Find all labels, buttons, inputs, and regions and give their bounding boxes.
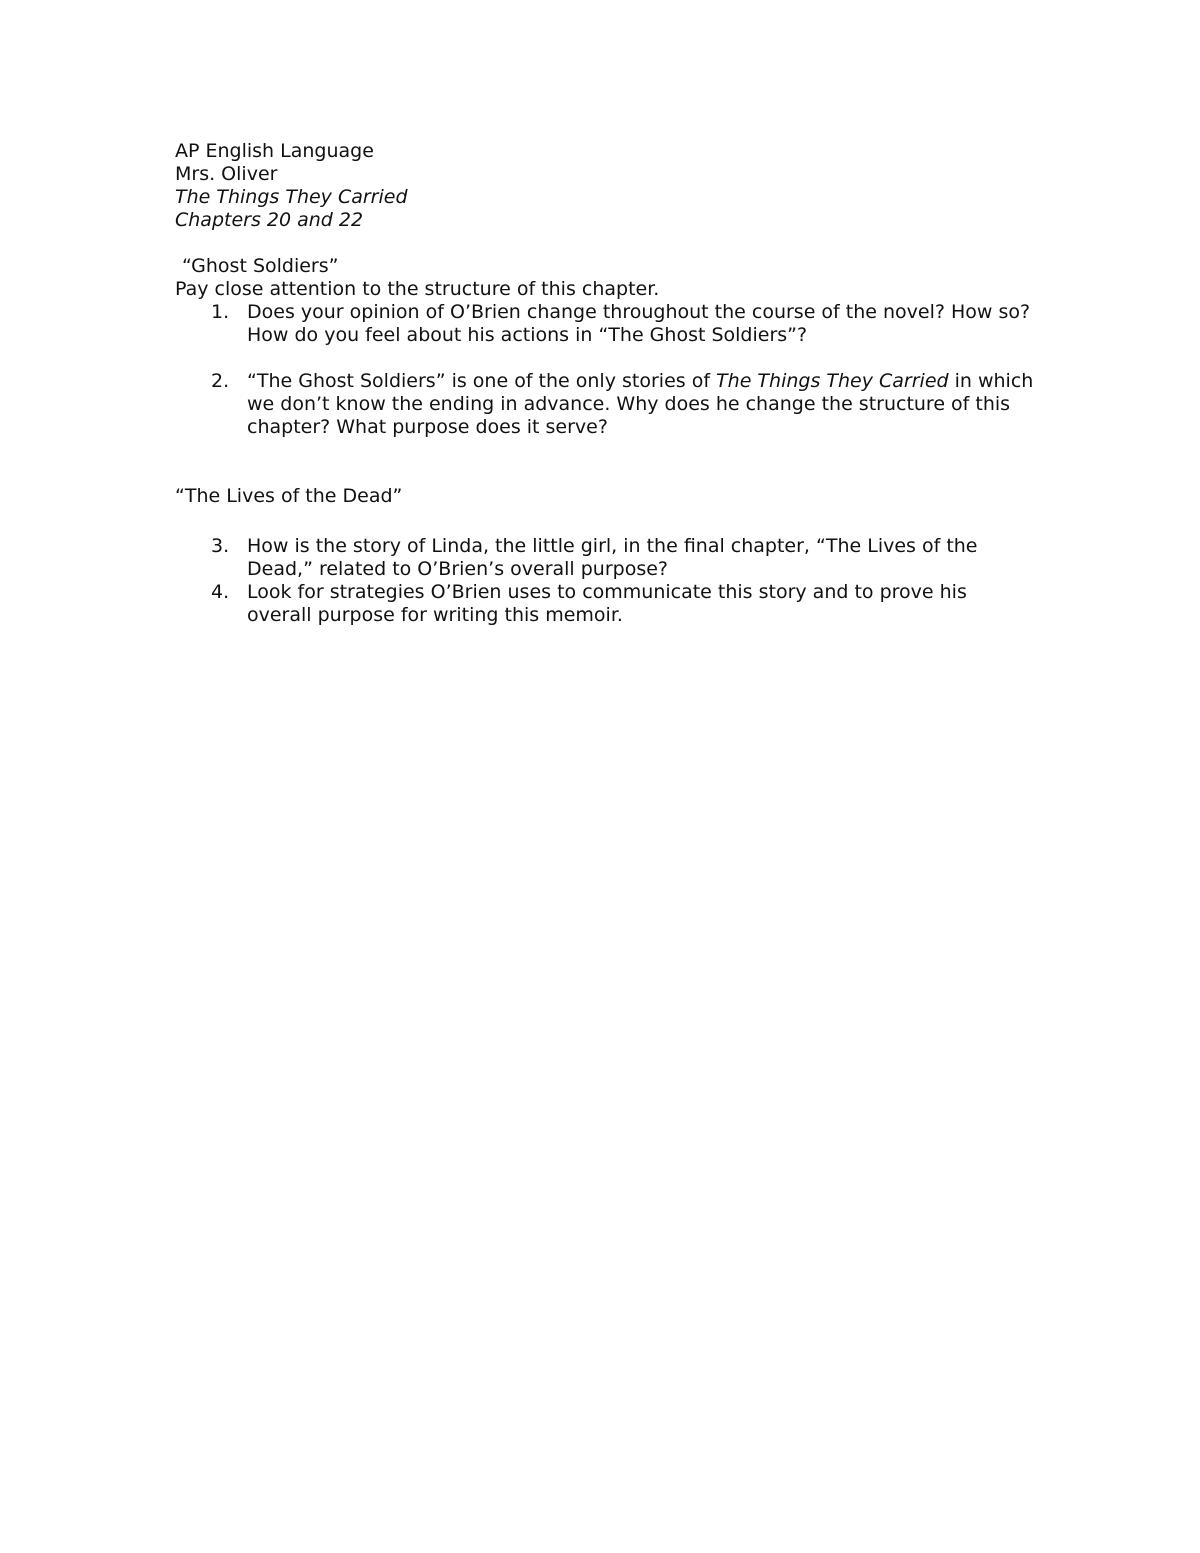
section-title-ghost-soldiers: “Ghost Soldiers” [182,255,339,277]
section-instruction: Pay close attention to the structure of this chapter. [175,278,660,300]
question-list-ghost-soldiers [175,301,1035,439]
spacer [175,347,1035,370]
question-text: Does your opinion of O’Brien change throughout the course of the novel? How so? How do you feel about his actions in “The Ghost Soldiers”? [247,301,1031,346]
question-number: 2. [211,370,230,392]
teacher-name: Mrs. Oliver [175,163,278,185]
chapters-label: Chapters 20 and 22 [175,209,364,231]
document-content [175,140,1035,627]
question-item-2 [175,370,1035,439]
book-title: The Things They Carried [175,186,408,208]
question-item-3 [175,535,1035,581]
question-text-book-title: The Things They Carried [716,370,949,392]
question-item-1 [175,301,1035,347]
question-text-before: “The Ghost Soldiers” is one of the only stories of [247,370,717,392]
question-text-after: in which we don’t know the ending in advance. Why does he change the structure of this chapter? What purpose does it serve? [247,370,1034,438]
spacer [175,508,1035,535]
spacer [175,439,1035,485]
question-text: How is the story of Linda, the little girl, in the final chapter, “The Lives of the Dead,” related to O’Brien’s overall purpose? [247,535,978,580]
spacer [175,232,1035,255]
question-number: 1. [211,301,230,323]
question-item-4 [175,581,1035,627]
question-number: 3. [211,535,230,557]
course-name: AP English Language [175,140,374,162]
section-title-lives-of-the-dead: “The Lives of the Dead” [175,485,403,507]
question-number: 4. [211,581,230,603]
question-text: Look for strategies O’Brien uses to communicate this story and to prove his overall purpose for writing this memoir. [247,581,967,626]
question-list-lives-of-the-dead [175,535,1035,627]
